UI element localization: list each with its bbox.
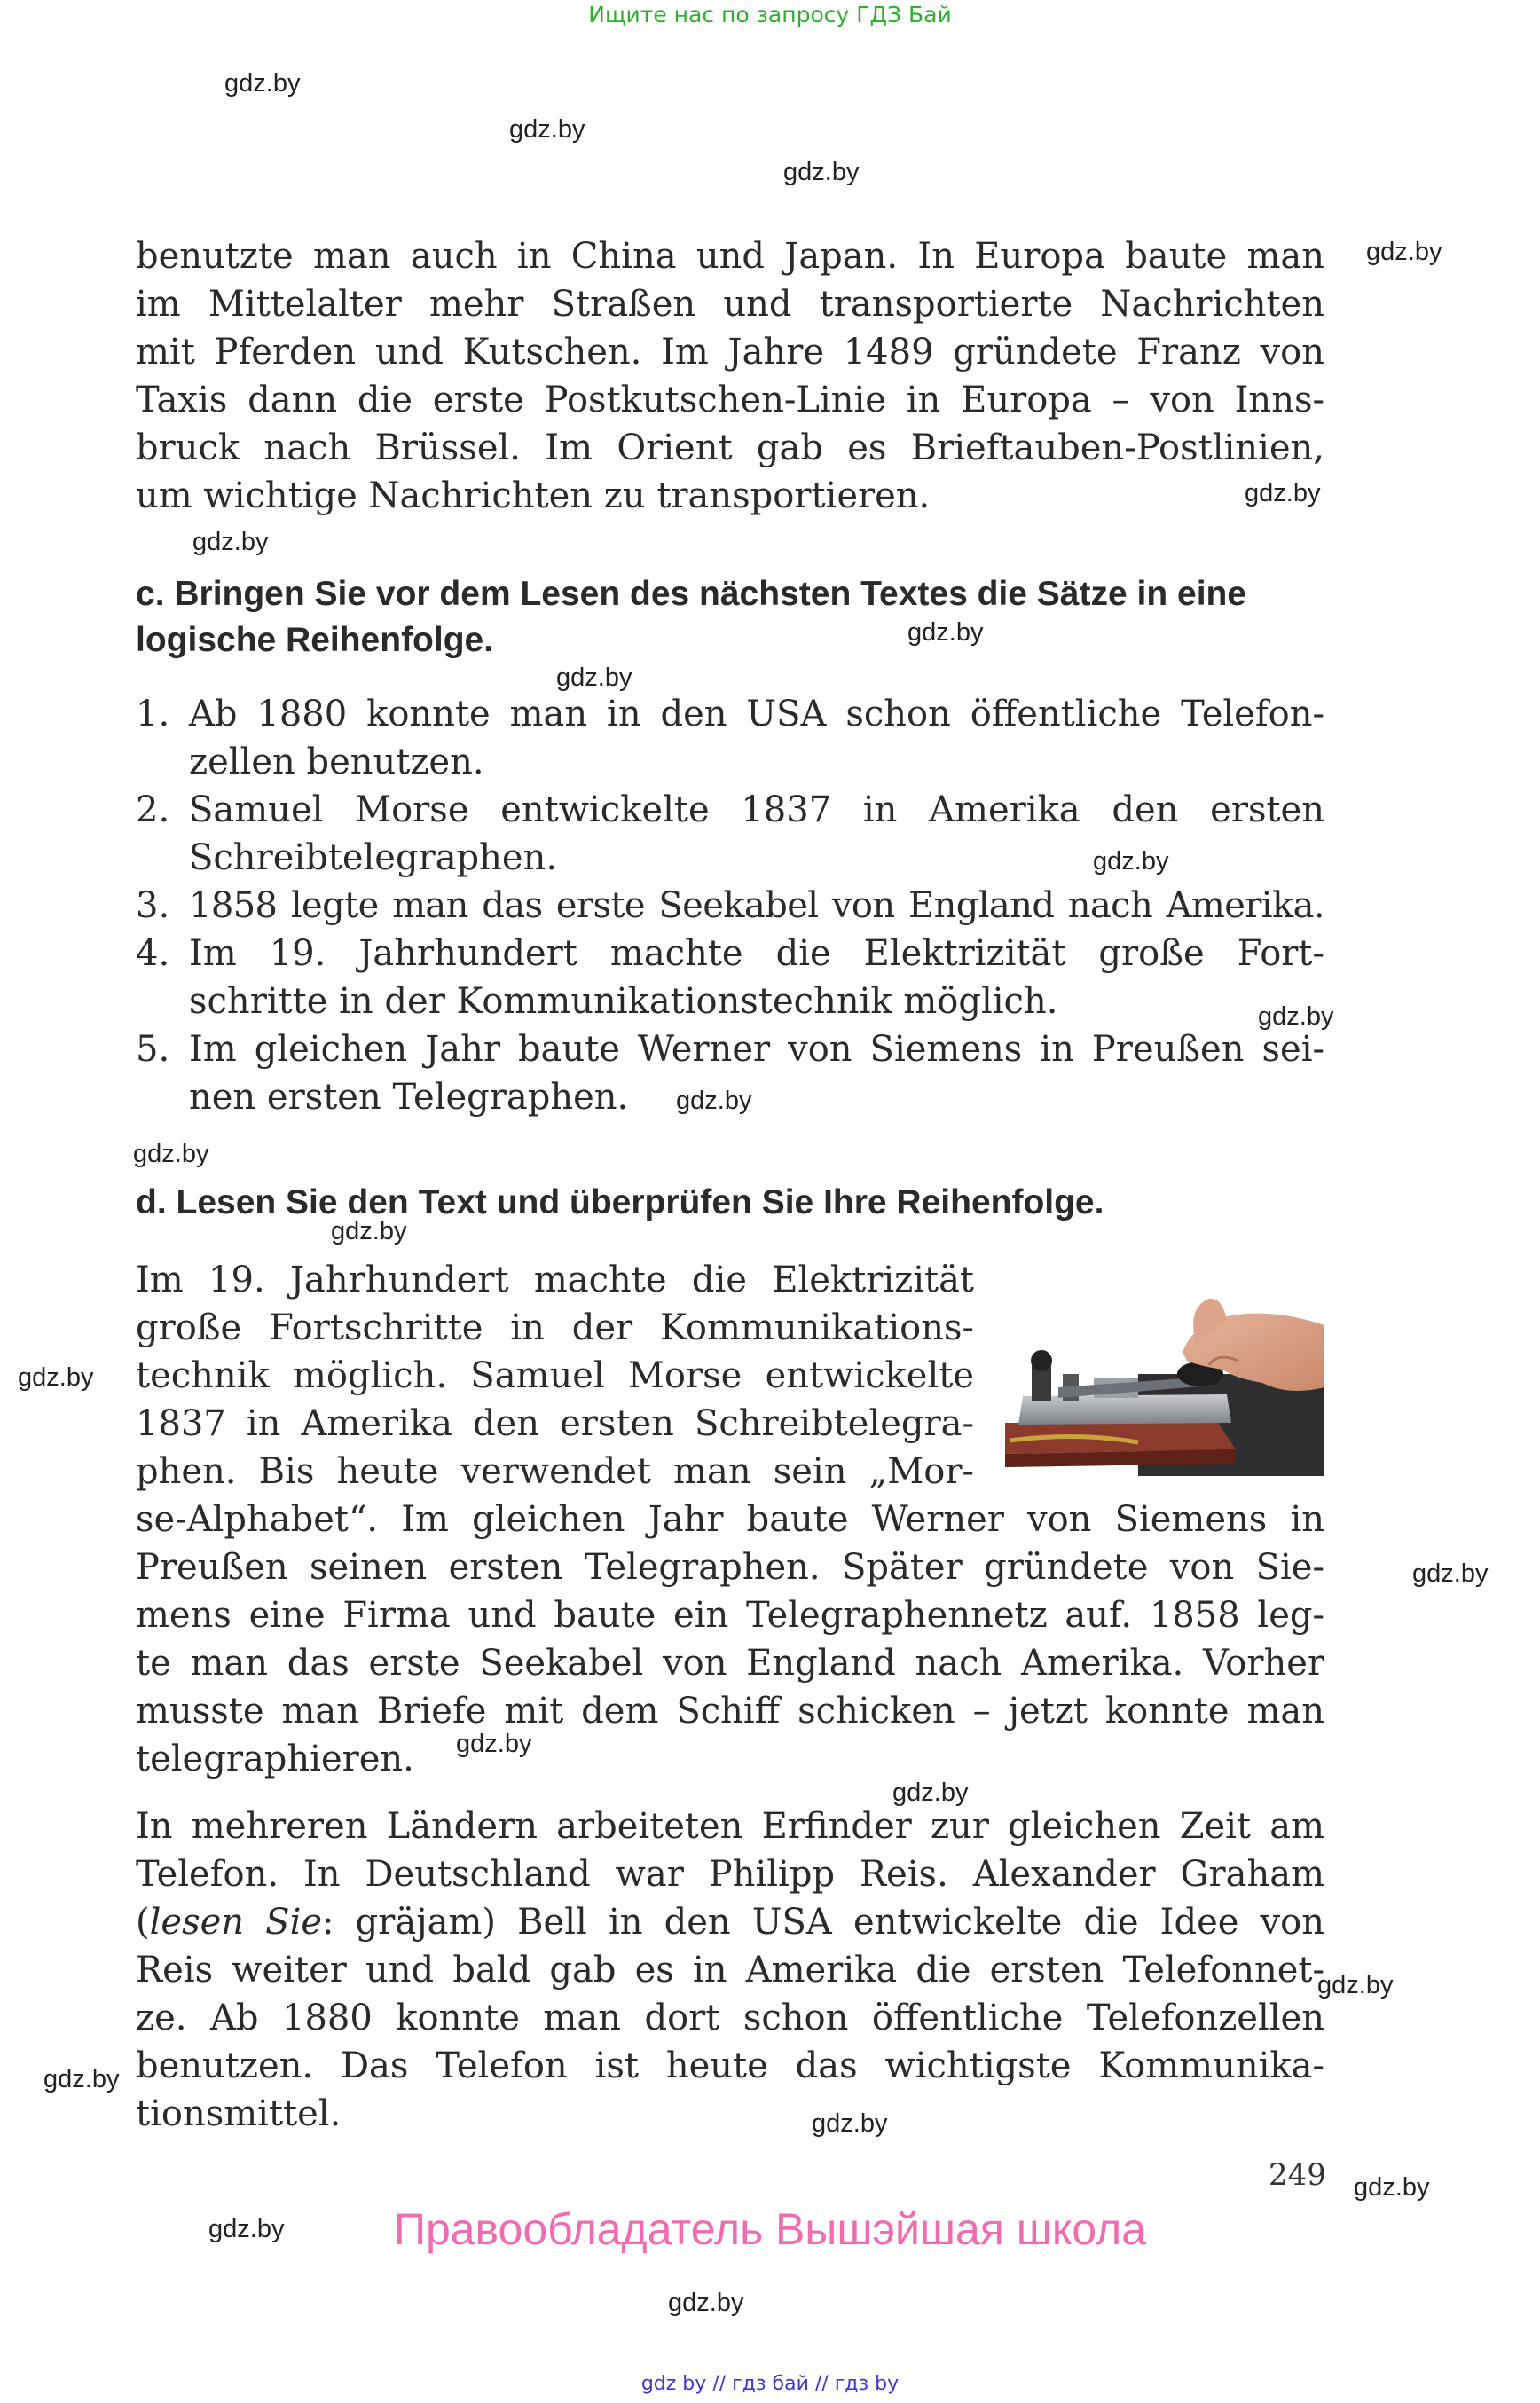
watermark: gdz.by <box>1093 847 1169 876</box>
watermark: gdz.by <box>783 158 860 186</box>
text-line: musste man Briefe mit dem Schiff schicken – jetzt konnte man <box>136 1691 1324 1732</box>
text-line: große Fortschritte in der Kommunikations- <box>136 1308 974 1348</box>
text-line: Im 19. Jahrhundert machte die Elektrizität <box>136 1260 974 1300</box>
watermark: gdz.by <box>224 69 301 98</box>
text-line: Samuel Morse entwickelte 1837 in Amerika den ersten <box>189 789 1324 830</box>
text-line: Telefon. In Deutschland war Philipp Reis. Alexander Graham <box>136 1854 1324 1895</box>
watermark: gdz.by <box>1412 1559 1489 1588</box>
list-number: 4. <box>136 933 170 974</box>
text-line: 1858 legte man das erste Seekabel von England nach Amerika. <box>189 885 1324 926</box>
text-line: Im 19. Jahrhundert machte die Elektrizität große Fort- <box>189 933 1324 974</box>
text-line: zellen benutzen. <box>189 742 484 782</box>
watermark: gdz.by <box>331 1217 407 1245</box>
text-line: te man das erste Seekabel von England nach Amerika. Vorher <box>136 1643 1324 1684</box>
watermark: gdz.by <box>1258 1002 1334 1031</box>
text-line: mens eine Firma und baute ein Telegraphennetz auf. 1858 leg- <box>136 1595 1324 1636</box>
text-line: schritte in der Kommunikationstechnik möglich. <box>189 981 1058 1022</box>
text-line <box>136 1898 1324 1946</box>
text-line: 1837 in Amerika den ersten Schreibtelegra- <box>136 1403 974 1444</box>
task-c-line: c. Bringen Sie vor dem Lesen des nächsten Textes die Sätze in eine <box>136 575 1247 613</box>
italic-note: lesen Sie <box>149 1902 323 1943</box>
watermark: gdz.by <box>1366 238 1442 266</box>
text-2 <box>136 1802 1324 2138</box>
text-line: mit Pferden und Kutschen. Im Jahre 1489 gründete Franz von <box>136 332 1324 373</box>
watermark: gdz.by <box>892 1779 969 1807</box>
text-line: Reis weiter und bald gab es in Amerika die ersten Telefonnet- <box>136 1950 1324 1991</box>
watermark: gdz.by <box>908 618 984 647</box>
watermark: gdz.by <box>509 115 585 144</box>
list-number: 5. <box>136 1029 170 1070</box>
text-line: bruck nach Brüssel. Im Orient gab es Brieftauben-Postlinien, <box>136 428 1324 468</box>
paren: ( <box>136 1902 150 1943</box>
watermark: gdz.by <box>812 2109 888 2138</box>
text-line: Preußen seinen ersten Telegraphen. Später gründete von Sie- <box>136 1547 1324 1588</box>
watermark: gdz.by <box>1354 2173 1430 2202</box>
text-line: Im gleichen Jahr baute Werner von Siemens in Preußen sei- <box>189 1029 1324 1070</box>
text-line: tionsmittel. <box>136 2093 342 2134</box>
watermark: gdz.by <box>192 528 269 556</box>
text-line: ze. Ab 1880 konnte man dort schon öffentliche Telefonzellen <box>136 1998 1324 2038</box>
text-1-wrapped <box>136 1256 974 1496</box>
list-item <box>136 690 1324 786</box>
footer-links[interactable]: gdz by // гдз бай // гдз by <box>640 2373 900 2395</box>
watermark: gdz.by <box>1245 479 1321 507</box>
text-line: telegraphieren. <box>136 1739 414 1779</box>
page-number: 249 <box>1269 2157 1326 2193</box>
intro-paragraph <box>136 232 1324 520</box>
watermark: gdz.by <box>456 1730 532 1758</box>
text-line: um wichtige Nachrichten zu transportieren. <box>136 475 931 516</box>
list-number: 2. <box>136 789 170 830</box>
task-d-heading: d. Lesen Sie den Text und überprüfen Sie Ihre Reihenfolge. <box>136 1183 1104 1221</box>
task-c-heading <box>136 571 1329 664</box>
text-line: Ab 1880 konnte man in den USA schon öffentliche Telefon- <box>189 694 1324 734</box>
task-c-line: logische Reihenfolge. <box>136 621 494 659</box>
copyright-owner: Правообладатель Вышэйшая школа <box>394 2204 1146 2254</box>
list-item <box>136 1025 1324 1121</box>
list-item <box>136 882 1324 930</box>
text-line: benutzen. Das Telefon ist heute das wichtigste Kommunika- <box>136 2046 1324 2086</box>
text-line: se-Alphabet“. Im gleichen Jahr baute Werner von Siemens in <box>136 1499 1324 1540</box>
text-line: Taxis dann die erste Postkutschen-Linie in Europa – von Inns- <box>136 380 1324 420</box>
list-number: 1. <box>136 694 170 734</box>
watermark: gdz.by <box>208 2215 285 2243</box>
text-run: : gräjam) Bell in den USA entwickelte die Idee von <box>322 1902 1324 1943</box>
watermark: gdz.by <box>43 2065 120 2093</box>
list-number: 3. <box>136 885 170 926</box>
list-item <box>136 786 1324 882</box>
watermark: gdz.by <box>556 664 632 692</box>
text-1-full <box>136 1496 1324 1783</box>
watermark: gdz.by <box>1317 1971 1394 1999</box>
text-line: im Mittelalter mehr Straßen und transportierte Nachrichten <box>136 284 1324 325</box>
top-search-note: Ищите нас по запросу ГДЗ Бай <box>588 2 952 27</box>
watermark: gdz.by <box>18 1363 94 1392</box>
text-line: benutzte man auch in China und Japan. In Europa baute man <box>136 236 1324 277</box>
sentence-list <box>136 690 1324 1121</box>
text-line: In mehreren Ländern arbeiteten Erfinder zur gleichen Zeit am <box>136 1806 1324 1847</box>
text-line: phen. Bis heute verwendet man sein „Mor- <box>136 1451 974 1492</box>
text-line: nen ersten Telegraphen. <box>189 1077 629 1118</box>
watermark: gdz.by <box>676 1087 752 1115</box>
text-line: technik möglich. Samuel Morse entwickelte <box>136 1355 974 1396</box>
telegraph-key-photo <box>1005 1290 1324 1476</box>
watermark: gdz.by <box>133 1140 209 1168</box>
list-item <box>136 930 1324 1025</box>
watermark: gdz.by <box>668 2289 744 2317</box>
text-line: Schreibtelegraphen. <box>189 837 558 878</box>
